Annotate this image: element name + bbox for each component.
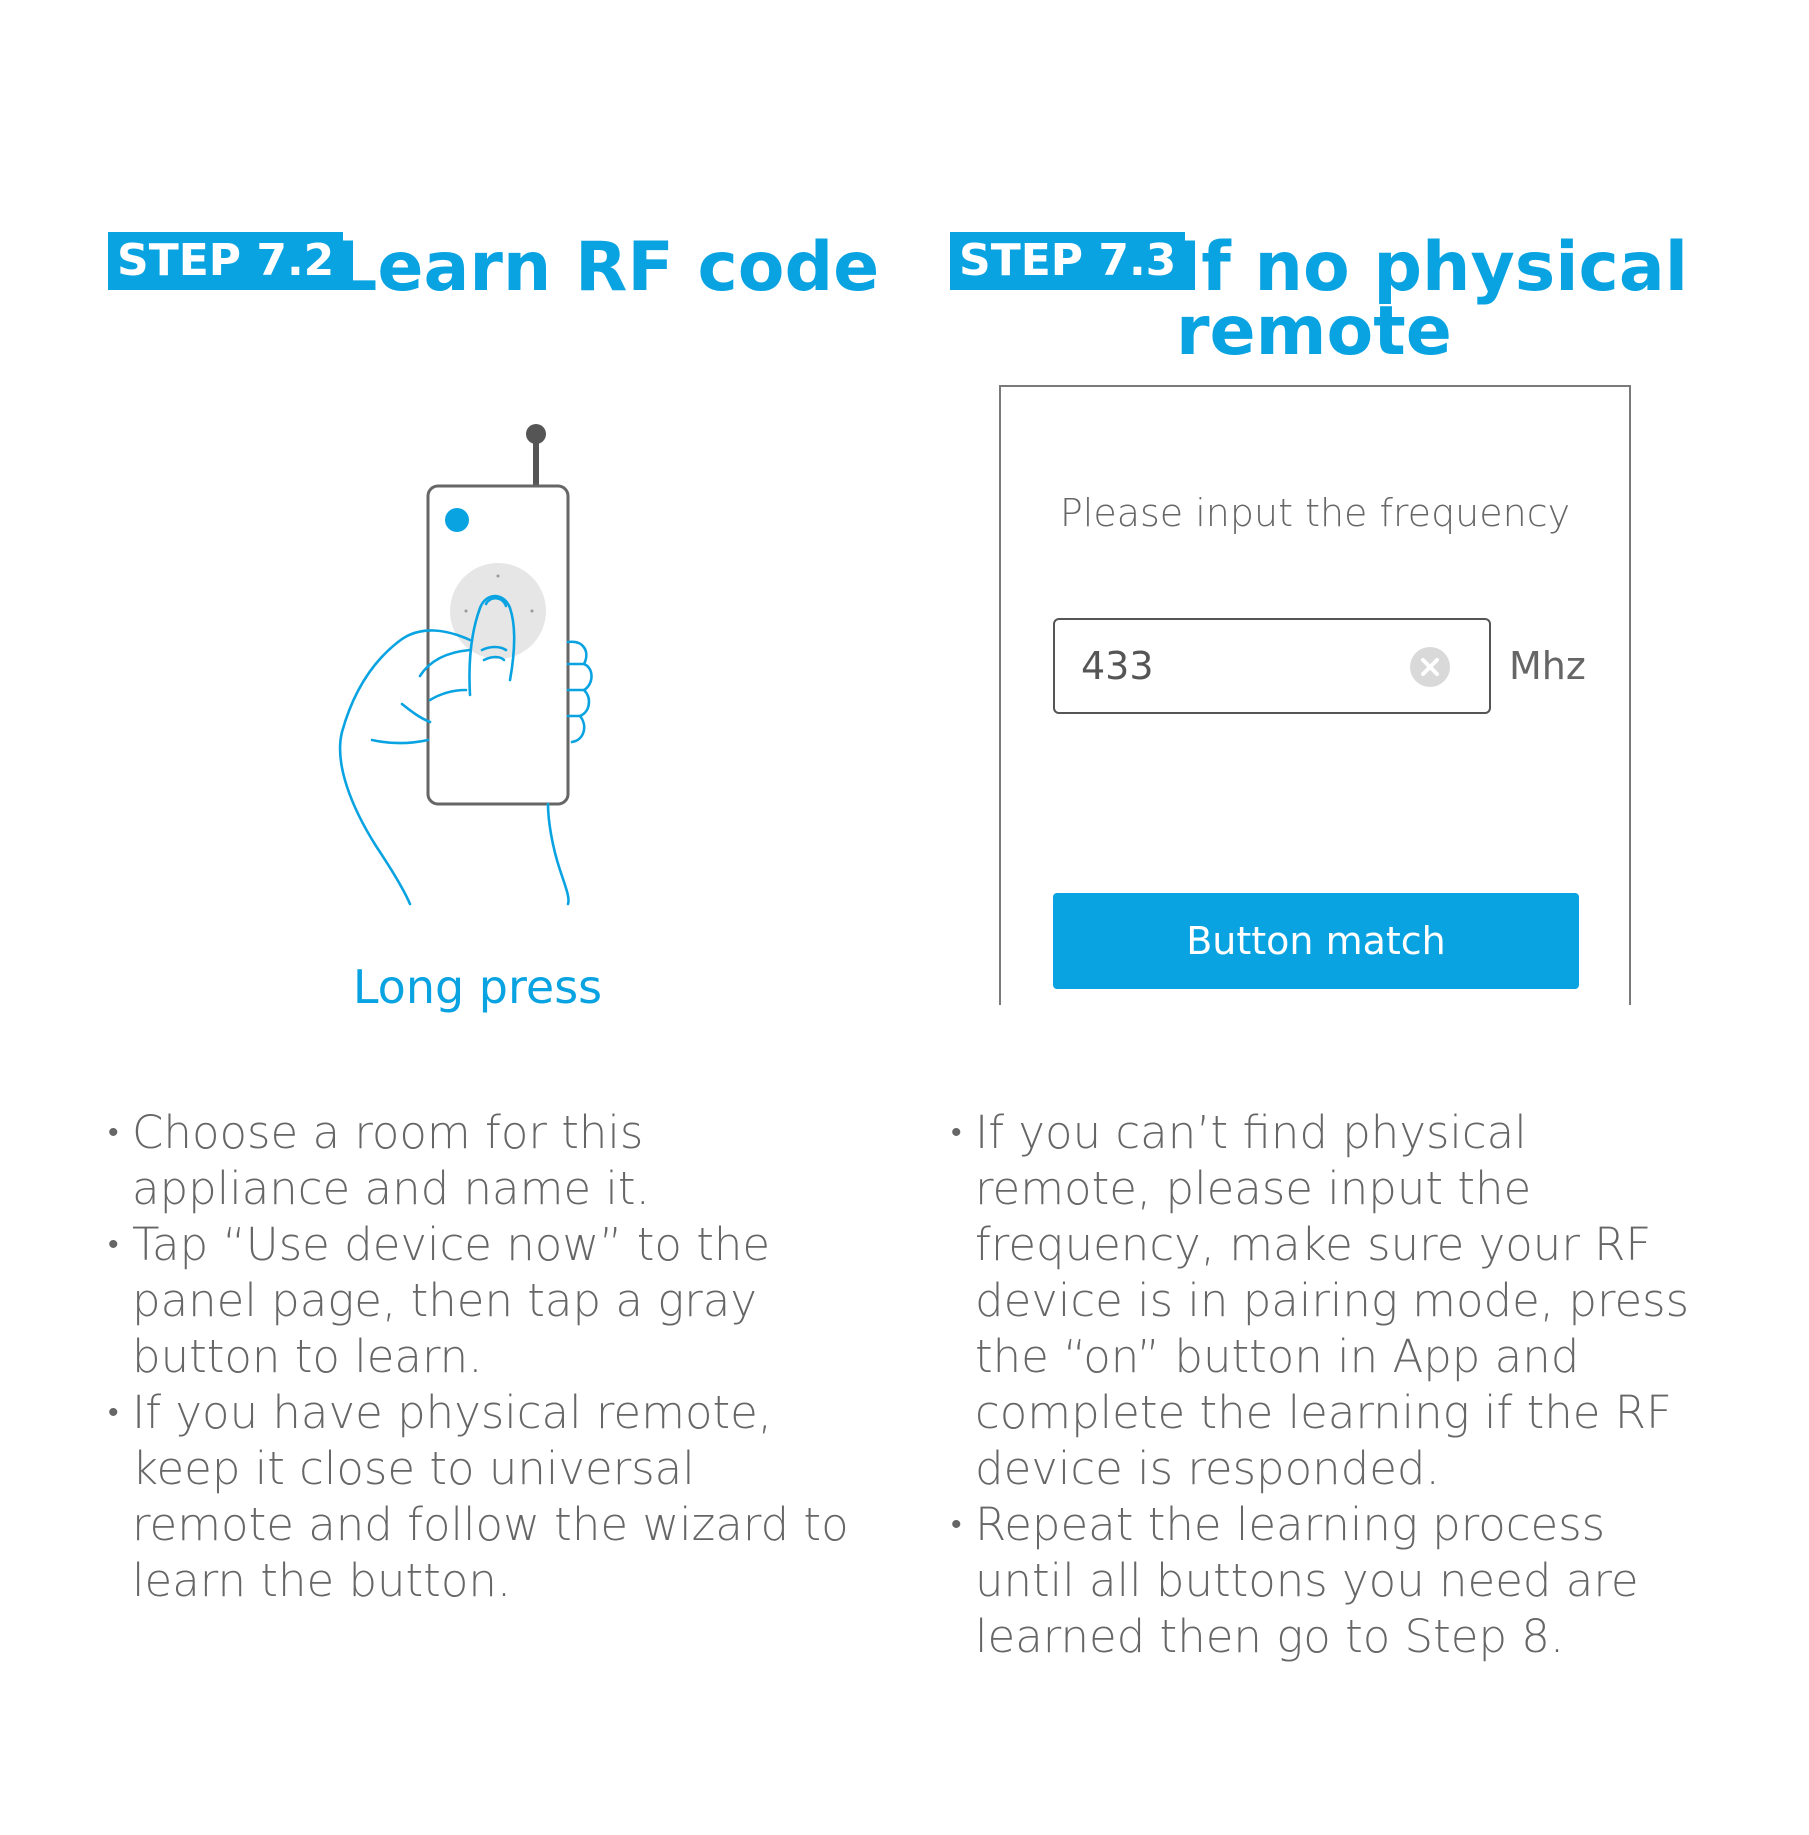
hand-holding-remote-icon xyxy=(300,400,660,920)
frequency-prompt: Please input the frequency xyxy=(1059,491,1571,535)
frequency-unit: Mhz xyxy=(1509,644,1586,688)
list-item: • If you can’t find physical remote, please input the frequency, make sure your RF device is in pairing mode, press the “on” button in App and complete the learning if the RF device is responded. xyxy=(951,1105,1711,1497)
frequency-value: 433 xyxy=(1081,644,1154,688)
step-7-3-title-line1: If no physical xyxy=(1176,228,1689,307)
button-match-button[interactable]: Button match xyxy=(1053,893,1579,989)
step-7-3-title-line2: remote xyxy=(1176,292,1452,371)
step-7-3-badge: STEP 7.3 xyxy=(950,232,1185,290)
list-item: • Repeat the learning process until all buttons you need are learned then go to Step 8. xyxy=(951,1497,1711,1665)
frequency-panel xyxy=(999,385,1631,1005)
long-press-caption: Long press xyxy=(352,960,603,1014)
clear-icon[interactable] xyxy=(1409,646,1451,688)
frequency-input[interactable] xyxy=(1053,618,1491,714)
step-7-2-instructions xyxy=(108,1105,868,1609)
step-7-2-title: Learn RF code xyxy=(334,228,880,307)
list-item: • If you have physical remote, keep it close to universal remote and follow the wizard to learn the button. xyxy=(108,1385,868,1609)
list-item: • Choose a room for this appliance and name it. xyxy=(108,1105,868,1217)
step-7-3-title xyxy=(1176,228,1689,371)
step-7-3-instructions xyxy=(951,1105,1711,1665)
step-7-2-badge: STEP 7.2 xyxy=(108,232,343,290)
list-item: • Tap “Use device now” to the panel page, then tap a gray button to learn. xyxy=(108,1217,868,1385)
